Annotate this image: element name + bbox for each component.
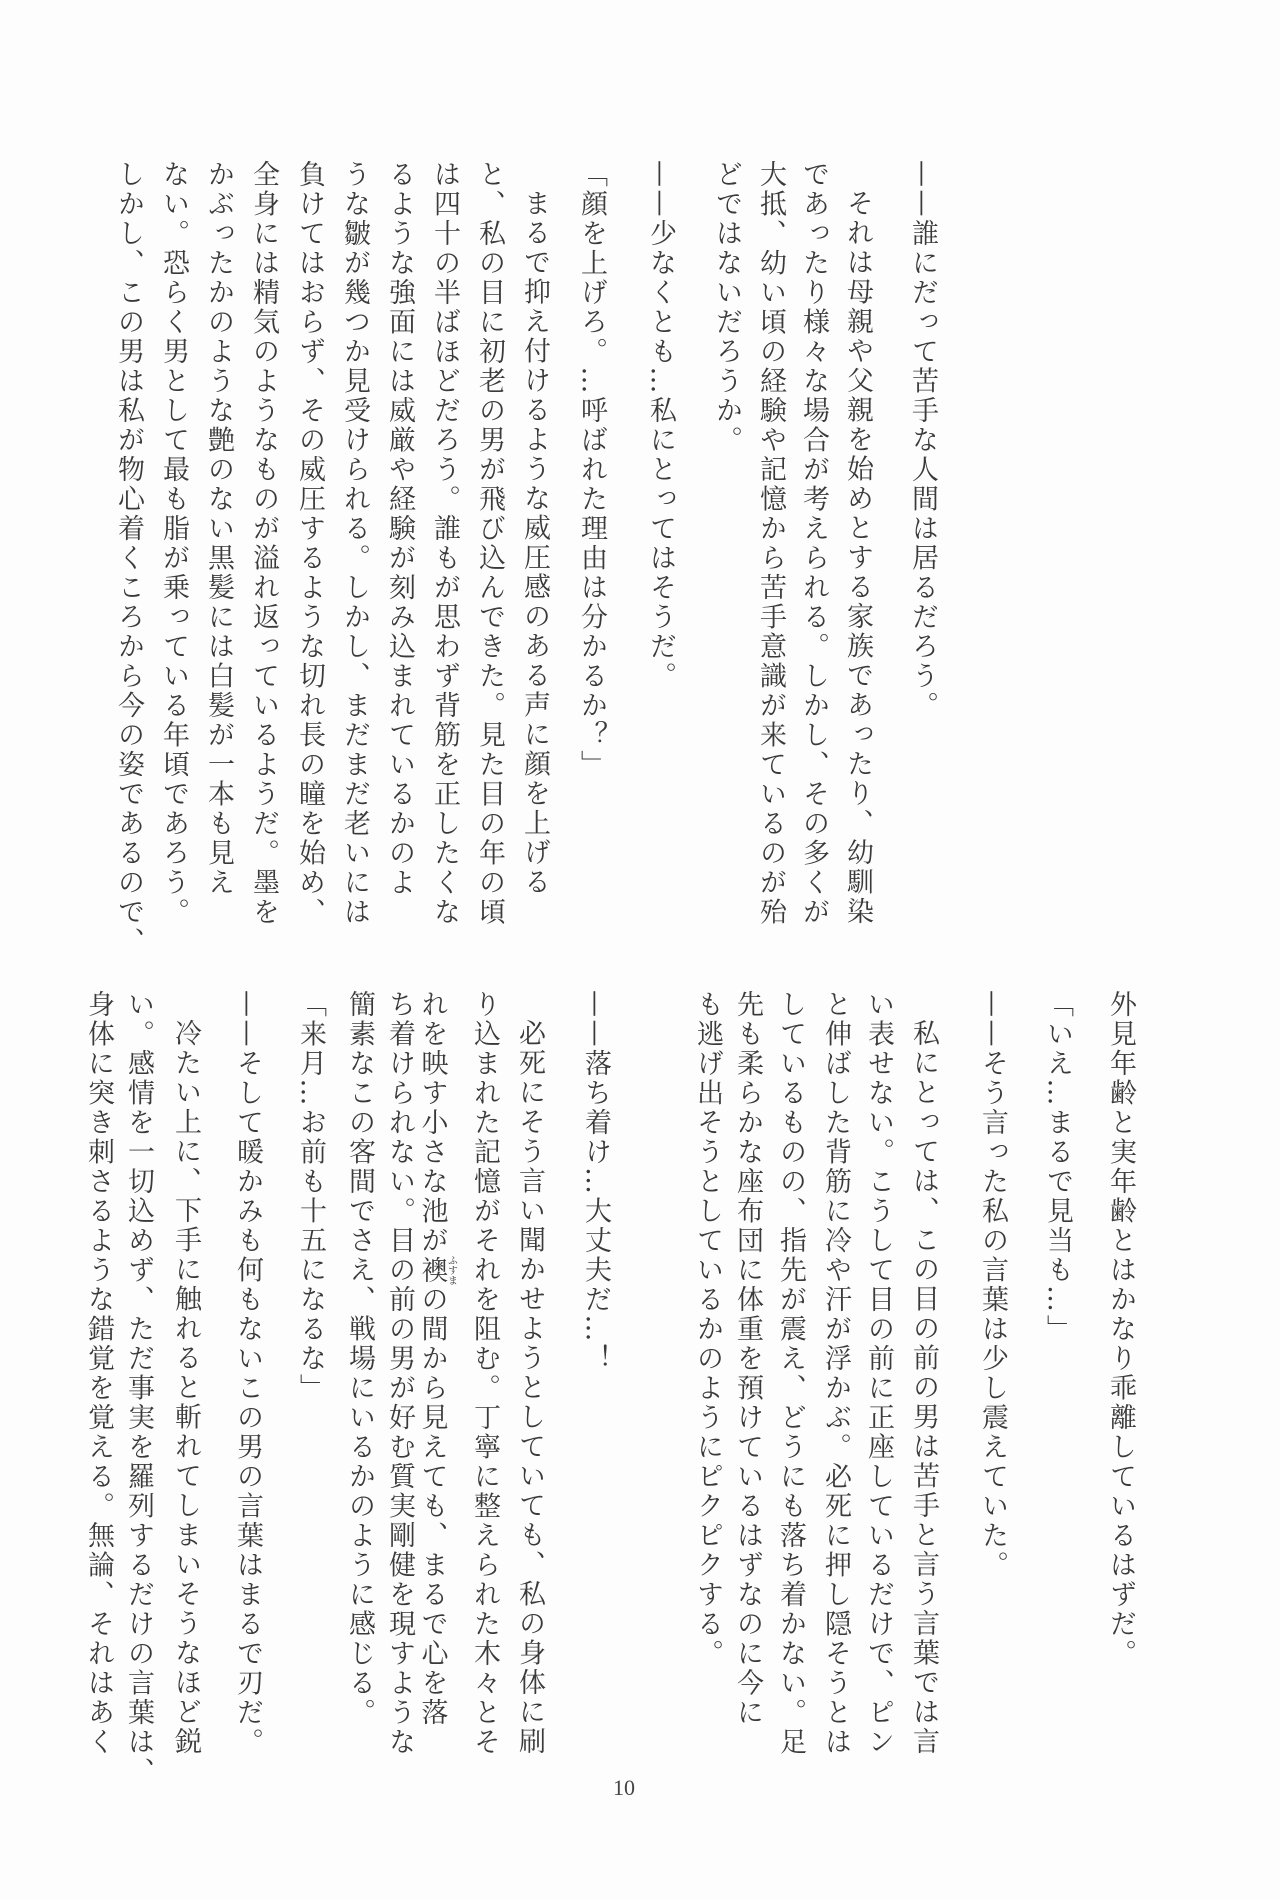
bottom-text-column: い表せない。こうして目の前に正座しているだけで、ピン	[863, 990, 894, 1757]
top-text-column: うな皺が幾つか見受けられる。しかし、まだまだ老いには	[339, 160, 370, 927]
bottom-text-column: 身体に突き刺さるような錯覚を覚える。無論、それはあく	[83, 990, 114, 1757]
bottom-text-column: 先も柔らかな座布団に体重を預けているはずなのに今に	[732, 990, 763, 1728]
bottom-text-column: 「来月…お前も十五になるな」	[295, 990, 326, 1403]
bottom-text-column: 「いえ…まるで見当も…」	[1042, 990, 1073, 1344]
bottom-text-column: ——落ち着け…大丈夫だ…！	[580, 990, 611, 1374]
bottom-text-column: しているものの、指先が震え、どうにも落ち着かない。足	[775, 990, 806, 1757]
top-text-column: 全身には精気のようなものが溢れ返っているようだ。墨を	[248, 160, 279, 927]
text-segment: の間から見えても、まるで心を落	[416, 1285, 448, 1728]
bottom-text-column: 簡素なこの客間でさえ、戦場にいるかのように感じる。	[344, 990, 375, 1728]
top-text-column: 負けてはおらず、その威圧するような切れ長の瞳を始め、	[294, 160, 325, 927]
top-text-column: しかし、この男は私が物心着くころから今の姿であるので、	[113, 160, 144, 957]
bottom-text-column-with-ruby	[416, 990, 457, 1728]
bottom-text-column: ——そして暖かみも何もないこの男の言葉はまるで刃だ。	[232, 990, 263, 1757]
bottom-text-column: ——そう言った私の言葉は少し震えていた。	[977, 990, 1008, 1580]
top-text-column: それは母親や父親を始めとする家族であったり、幼馴染	[842, 189, 873, 927]
bottom-text-column: 私にとっては、この目の前の男は苦手と言う言葉では言	[908, 1019, 939, 1757]
top-text-column: ——少なくとも…私にとってはそうだ。	[645, 160, 676, 691]
bottom-text-column: ち着けられない。目の前の男が好む質実剛健を現すような	[384, 990, 415, 1757]
top-text-column: ない。恐らく男として最も脂が乗っている年頃であろう。	[158, 160, 189, 927]
ruby-reading: ふすま	[445, 1255, 457, 1286]
page-number: 10	[613, 1775, 635, 1800]
top-text-column: るような強面には威厳や経験が刻み込まれているかのよ	[384, 160, 415, 898]
bottom-text-column: 冷たい上に、下手に触れると斬れてしまいそうなほど鋭	[170, 1019, 201, 1757]
top-text-column: は四十の半ばほどだろう。誰もが思わず背筋を正したくな	[429, 160, 460, 927]
top-text-column: ——誰にだって苦手な人間は居るだろう。	[907, 160, 938, 721]
top-text-column: 大抵、幼い頃の経験や記憶から苦手意識が来ているのが殆	[755, 160, 786, 927]
top-text-column: であったり様々な場合が考えられる。しかし、その多くが	[798, 160, 829, 927]
top-text-column: まるで抑え付けるような威圧感のある声に顔を上げる	[519, 189, 550, 897]
bottom-text-column: と伸ばした背筋に冷や汗が浮かぶ。必死に押し隠そうとは	[820, 990, 851, 1757]
top-text-column: と、私の目に初老の男が飛び込んできた。見た目の年の頃	[474, 160, 505, 927]
bottom-text-column: も逃げ出そうとしているかのようにピクピクする。	[692, 990, 723, 1669]
top-text-column: かぶったかのような艶のない黒髪には白髪が一本も見え	[203, 160, 234, 898]
top-text-column: 「顔を上げろ。…呼ばれた理由は分かるか？」	[576, 160, 607, 780]
bottom-text-column: り込まれた記憶がそれを阻む。丁寧に整えられた木々とそ	[469, 990, 500, 1757]
bottom-text-column: い。感情を一切込めず、ただ事実を羅列するだけの言葉は、	[123, 990, 154, 1787]
ruby-annotation	[416, 1255, 457, 1286]
bottom-text-column: 外見年齢と実年齢とはかなり乖離しているはずだ。	[1105, 990, 1136, 1669]
ruby-base: 襖	[416, 1255, 448, 1286]
text-segment: れを映す小さな池が	[416, 990, 448, 1256]
bottom-text-column: 必死にそう言い聞かせようとしていても、私の身体に刷	[514, 1019, 545, 1757]
top-text-column: どではないだろうか。	[711, 160, 742, 455]
